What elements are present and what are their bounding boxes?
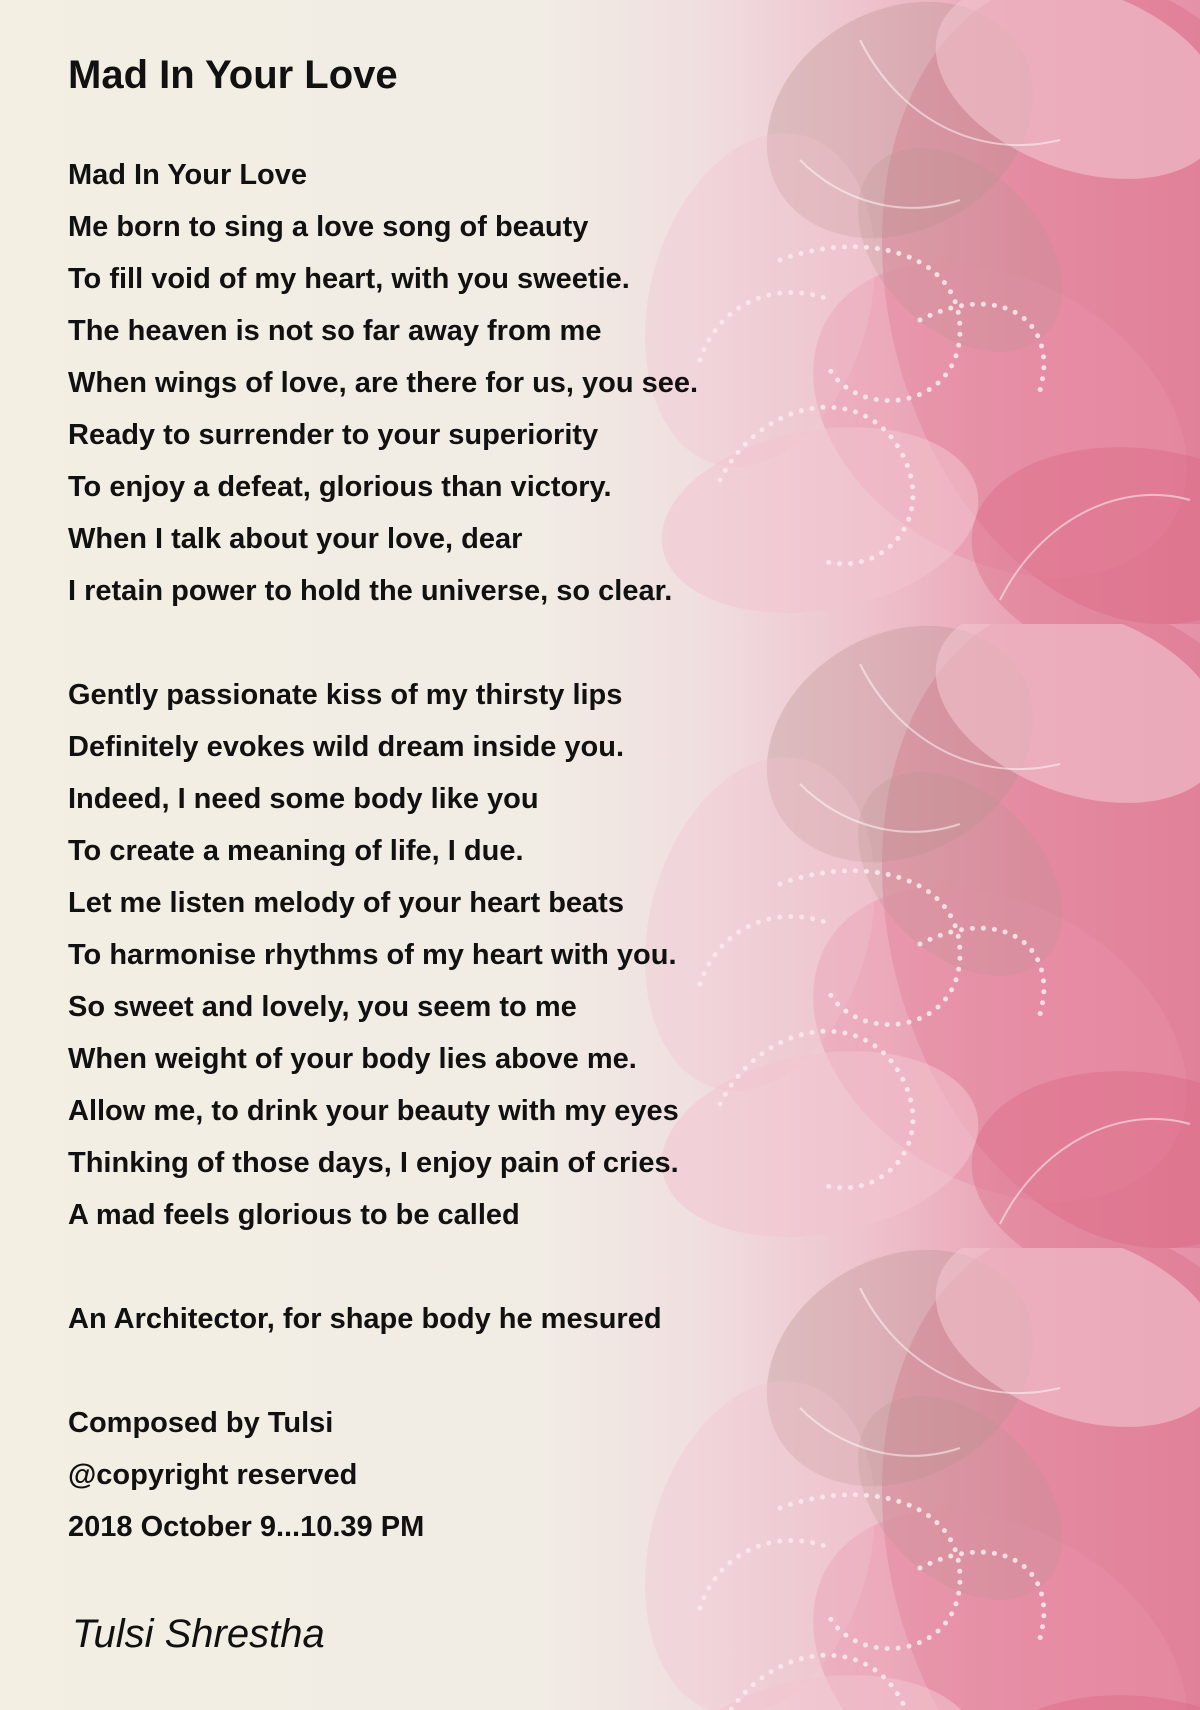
poem-line: A mad feels glorious to be called (68, 1199, 520, 1231)
poem-line: To fill void of my heart, with you sweetie. (68, 263, 630, 295)
poem-title: Mad In Your Love (68, 53, 398, 97)
poem-line: Definitely evokes wild dream inside you. (68, 731, 625, 763)
poem-line: When wings of love, are there for us, you see. (68, 367, 699, 399)
poem-line: Thinking of those days, I enjoy pain of cries. (68, 1147, 679, 1179)
poem-line: To harmonise rhythms of my heart with you. (68, 939, 677, 971)
poem-line: Let me listen melody of your heart beats (68, 887, 624, 919)
stanza (68, 669, 1068, 1241)
composer-credit: Composed by Tulsi (68, 1407, 334, 1439)
poem-line: Gently passionate kiss of my thirsty lips (68, 679, 623, 711)
poem-line: Indeed, I need some body like you (68, 783, 539, 815)
stanza (68, 1293, 1068, 1345)
poem-line: Ready to surrender to your superiority (68, 419, 599, 451)
poem-line: I retain power to hold the universe, so clear. (68, 575, 673, 607)
poem-line: When weight of your body lies above me. (68, 1043, 637, 1075)
poem-line: To enjoy a defeat, glorious than victory. (68, 471, 612, 503)
poem-line: Mad In Your Love (68, 159, 308, 191)
poem-line: So sweet and lovely, you seem to me (68, 991, 577, 1023)
poem-line: The heaven is not so far away from me (68, 315, 602, 347)
poem-line: Allow me, to drink your beauty with my eyes (68, 1095, 679, 1127)
composition-date: 2018 October 9...10.39 PM (68, 1511, 425, 1543)
poem-line: An Architector, for shape body he mesured (68, 1303, 662, 1335)
stanza (68, 149, 1068, 617)
poem-line: When I talk about your love, dear (68, 523, 523, 555)
author-name: Tulsi Shrestha (72, 1612, 325, 1656)
poem-line: To create a meaning of life, I due. (68, 835, 524, 867)
poem-credits (68, 1397, 1068, 1553)
copyright-notice: @copyright reserved (68, 1459, 358, 1491)
poem-line: Me born to sing a love song of beauty (68, 211, 589, 243)
